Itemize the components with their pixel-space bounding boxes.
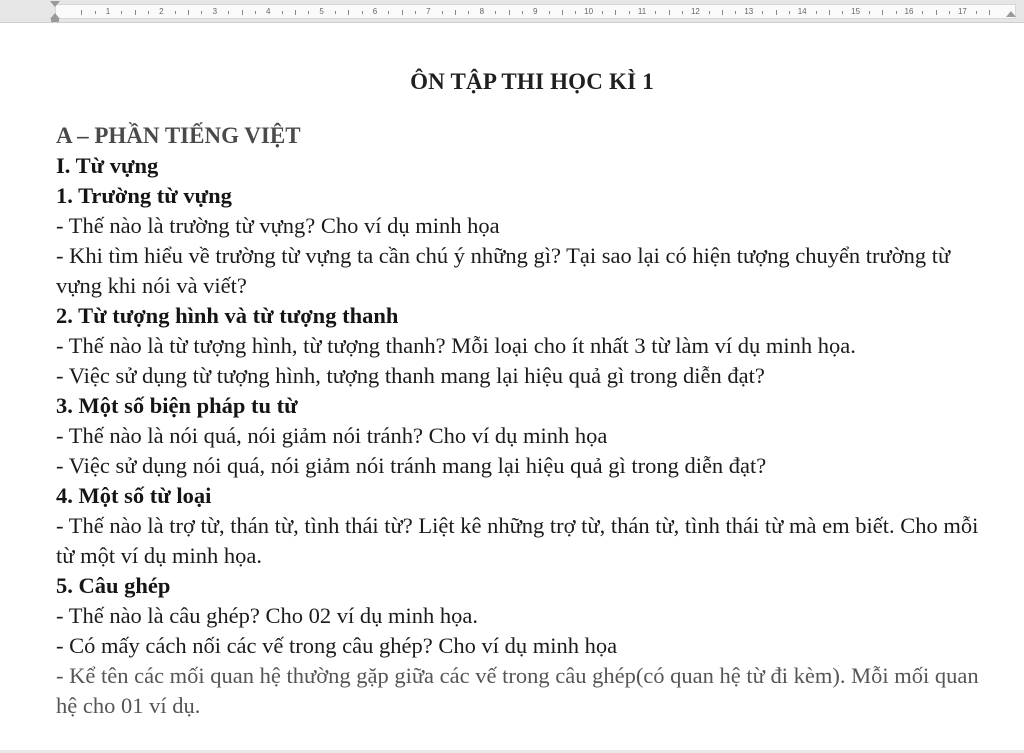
- ruler-tick: [148, 11, 149, 14]
- ruler-number: 1: [105, 7, 111, 16]
- ruler-tick: [869, 11, 870, 14]
- document-title: ÔN TẬP THI HỌC KÌ 1: [410, 69, 654, 94]
- ruler-tick: [842, 11, 843, 14]
- ruler-number: 17: [957, 7, 967, 16]
- ruler-tick: [201, 11, 202, 14]
- ruler-tick: [455, 10, 456, 15]
- ruler-tick: [669, 10, 670, 15]
- ruler-number: 10: [584, 7, 594, 16]
- ruler-tick: [495, 11, 496, 14]
- ruler-number: 2: [159, 7, 164, 16]
- ruler-tick: [308, 11, 309, 14]
- ruler-tick: [789, 11, 790, 14]
- ruler-tick: [882, 10, 883, 15]
- ruler-number: 11: [637, 7, 647, 16]
- ruler-tick: [242, 10, 243, 15]
- ruler-tick: [629, 11, 630, 14]
- horizontal-ruler[interactable]: [0, 0, 1024, 23]
- ruler-number: 7: [426, 7, 431, 16]
- paragraph: - Kể tên các mối quan hệ thường gặp giữa các vế trong câu ghép(có quan hệ từ đi kèm). Mỗi mối quan hệ cho 01 ví dụ.: [56, 663, 979, 718]
- ruler-tick: [509, 10, 510, 15]
- ruler-number: 15: [851, 7, 861, 16]
- ruler-tick: [175, 11, 176, 14]
- ruler-tick: [602, 11, 603, 14]
- ruler-number: 4: [265, 7, 271, 16]
- document-page[interactable]: [0, 23, 1024, 753]
- ruler-tick: [362, 11, 363, 14]
- paragraph: - Khi tìm hiểu về trường từ vựng ta cần chú ý những gì? Tại sao lại có hiện tượng chuyển trường từ vựng khi nói và viết?: [56, 243, 951, 298]
- ruler-tick: [949, 11, 950, 14]
- section-heading: 3. Một số biện pháp tu từ: [56, 393, 298, 418]
- ruler-tick: [615, 10, 616, 15]
- left-indent-marker[interactable]: [51, 19, 59, 22]
- ruler-tick: [255, 11, 256, 14]
- ruler-tick: [295, 10, 296, 15]
- ruler-tick: [722, 10, 723, 15]
- ruler-number: 14: [797, 7, 807, 16]
- ruler-tick: [188, 10, 189, 15]
- paragraph: - Việc sử dụng từ tượng hình, tượng thanh mang lại hiệu quả gì trong diễn đạt?: [56, 363, 765, 388]
- ruler-tick: [575, 11, 576, 14]
- paragraph: - Thế nào là từ tượng hình, từ tượng thanh? Mỗi loại cho ít nhất 3 từ làm ví dụ minh họa.: [56, 333, 856, 358]
- ruler-tick: [121, 11, 122, 14]
- ruler-tick: [442, 11, 443, 14]
- document-body[interactable]: [56, 121, 1001, 721]
- ruler-tick: [468, 11, 469, 14]
- ruler-tick: [348, 10, 349, 15]
- paragraph: - Thế nào là câu ghép? Cho 02 ví dụ minh họa.: [56, 603, 478, 628]
- ruler-tick: [989, 10, 990, 15]
- ruler-tick: [682, 11, 683, 14]
- ruler-tick: [335, 11, 336, 14]
- paragraph: - Thế nào là trợ từ, thán từ, tình thái từ? Liệt kê những trợ từ, thán từ, tình thái từ mà em biết. Cho mỗi từ một ví dụ minh họa.: [56, 513, 979, 568]
- ruler-tick: [562, 10, 563, 15]
- section-heading: 5. Câu ghép: [56, 573, 171, 598]
- ruler-number: 3: [212, 7, 218, 16]
- right-indent-marker[interactable]: [1006, 11, 1016, 17]
- paragraph: - Thế nào là nói quá, nói giảm nói tránh? Cho ví dụ minh họa: [56, 423, 608, 448]
- ruler-tick: [549, 11, 550, 14]
- ruler-tick: [976, 11, 977, 14]
- ruler-tick: [95, 11, 96, 14]
- ruler-number: 9: [532, 7, 538, 16]
- paragraph: - Việc sử dụng nói quá, nói giảm nói tránh mang lại hiệu quả gì trong diễn đạt?: [56, 453, 767, 478]
- subpart-heading: I. Từ vựng: [56, 153, 159, 178]
- ruler-number: 5: [319, 7, 324, 16]
- ruler-tick: [522, 11, 523, 14]
- section-heading: 1. Trường từ vựng: [56, 183, 232, 208]
- section-heading: 2. Từ tượng hình và từ tượng thanh: [56, 303, 399, 328]
- ruler-tick: [228, 11, 229, 14]
- ruler-tick: [135, 10, 136, 15]
- ruler-tick: [896, 11, 897, 14]
- ruler-tick: [762, 11, 763, 14]
- ruler-tick: [829, 10, 830, 15]
- ruler-tick: [388, 11, 389, 14]
- ruler-number: 6: [372, 7, 378, 16]
- part-heading: A – PHẦN TIẾNG VIỆT: [56, 123, 301, 148]
- ruler-tick: [816, 11, 817, 14]
- ruler-track: [55, 4, 1016, 19]
- ruler-tick: [282, 11, 283, 14]
- ruler-number: 16: [904, 7, 914, 16]
- ruler-tick: [922, 11, 923, 14]
- ruler-tick: [709, 11, 710, 14]
- ruler-tick: [735, 11, 736, 14]
- ruler-number: 8: [479, 7, 485, 16]
- paragraph: - Có mấy cách nối các vế trong câu ghép? Cho ví dụ minh họa: [56, 633, 618, 658]
- ruler-tick: [402, 10, 403, 15]
- section-heading: 4. Một số từ loại: [56, 483, 212, 508]
- ruler-tick: [415, 11, 416, 14]
- ruler-number: 13: [744, 7, 754, 16]
- paragraph: - Thế nào là trường từ vựng? Cho ví dụ minh họa: [56, 213, 500, 238]
- ruler-tick: [776, 10, 777, 15]
- ruler-number: 12: [690, 7, 700, 16]
- first-line-indent-marker[interactable]: [50, 1, 60, 7]
- ruler-tick: [655, 11, 656, 14]
- ruler-tick: [81, 10, 82, 15]
- ruler-tick: [936, 10, 937, 15]
